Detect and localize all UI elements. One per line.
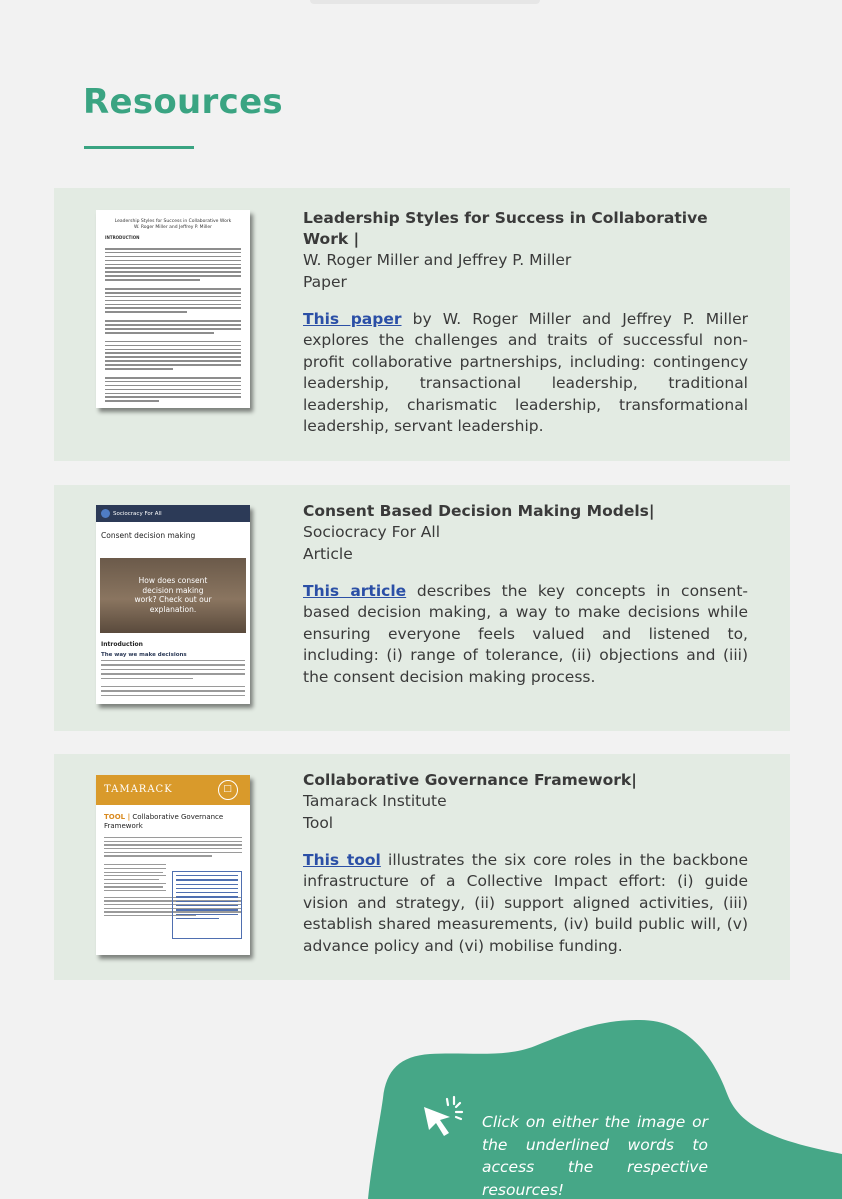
resource-type: Tool (303, 813, 334, 832)
resource-title: Consent Based Decision Making Models| (303, 502, 655, 520)
resource-type: Article (303, 544, 353, 563)
thumb-article-section: Introduction (101, 641, 143, 648)
resource-description-text: by W. Roger Miller and Jeffrey P. Miller explores the challenges and traits of successful non-profit collaborative partnerships, including: contingency leadership, transactional leadership, traditional leadership, charismatic leadership, transformational leadership, servant leadership. (303, 310, 748, 436)
thumb-paper-heading: Leadership Styles for Success in Collaborative Work (114, 219, 232, 224)
resource-link-tool[interactable]: This tool (303, 851, 381, 869)
resource-title: Collaborative Governance Framework| (303, 771, 637, 789)
thumb-tool-label-prefix: TOOL | (104, 813, 131, 821)
thumb-tool-label: Collaborative Governance Framework (104, 813, 224, 830)
resource-type: Paper (303, 272, 347, 291)
resource-title: Leadership Styles for Success in Collaborative Work | (303, 209, 708, 248)
thumb-article-heading: Consent decision making (101, 531, 196, 540)
document-icon: □ (218, 780, 238, 800)
thumb-article-hero-text: How does consent decision making work? Check out our explanation. (134, 576, 212, 614)
thumb-article-subsection: The way we make decisions (101, 652, 187, 658)
resource-authors: Tamarack Institute (303, 792, 447, 810)
thumb-paper-section: INTRODUCTION (105, 235, 140, 240)
resource-link-paper[interactable]: This paper (303, 310, 402, 328)
page-title: Resources (83, 82, 283, 122)
resource-authors: Sociocracy For All (303, 523, 441, 541)
thumb-tool-brand: TAMARACK (104, 784, 173, 795)
thumb-article-site: Sociocracy For All (113, 510, 162, 517)
resource-description-text: illustrates the six core roles in the backbone infrastructure of a Collective Impact effort: (i) guide vision and strategy, (ii) support aligned activities, (iii) establish shared measurements, (iv) build public will, (v) advance policy and (vi) mobilise funding. (303, 851, 748, 955)
resource-authors: W. Roger Miller and Jeffrey P. Miller (303, 251, 572, 269)
cursor-click-icon (416, 1093, 466, 1143)
resource-link-article[interactable]: This article (303, 582, 407, 600)
thumb-paper-byline: W. Roger Miller and Jeffrey P. Miller (134, 225, 212, 230)
callout-text: Click on either the image or the underlined words to access the respective resources! (482, 1113, 708, 1199)
resource-description-text: describes the key concepts in consent-based decision making, a way to make decisions while ensuring everyone feels valued and listened to, including: (i) range of tolerance, (ii) objections and (iii) the consent decision making process. (303, 582, 748, 686)
